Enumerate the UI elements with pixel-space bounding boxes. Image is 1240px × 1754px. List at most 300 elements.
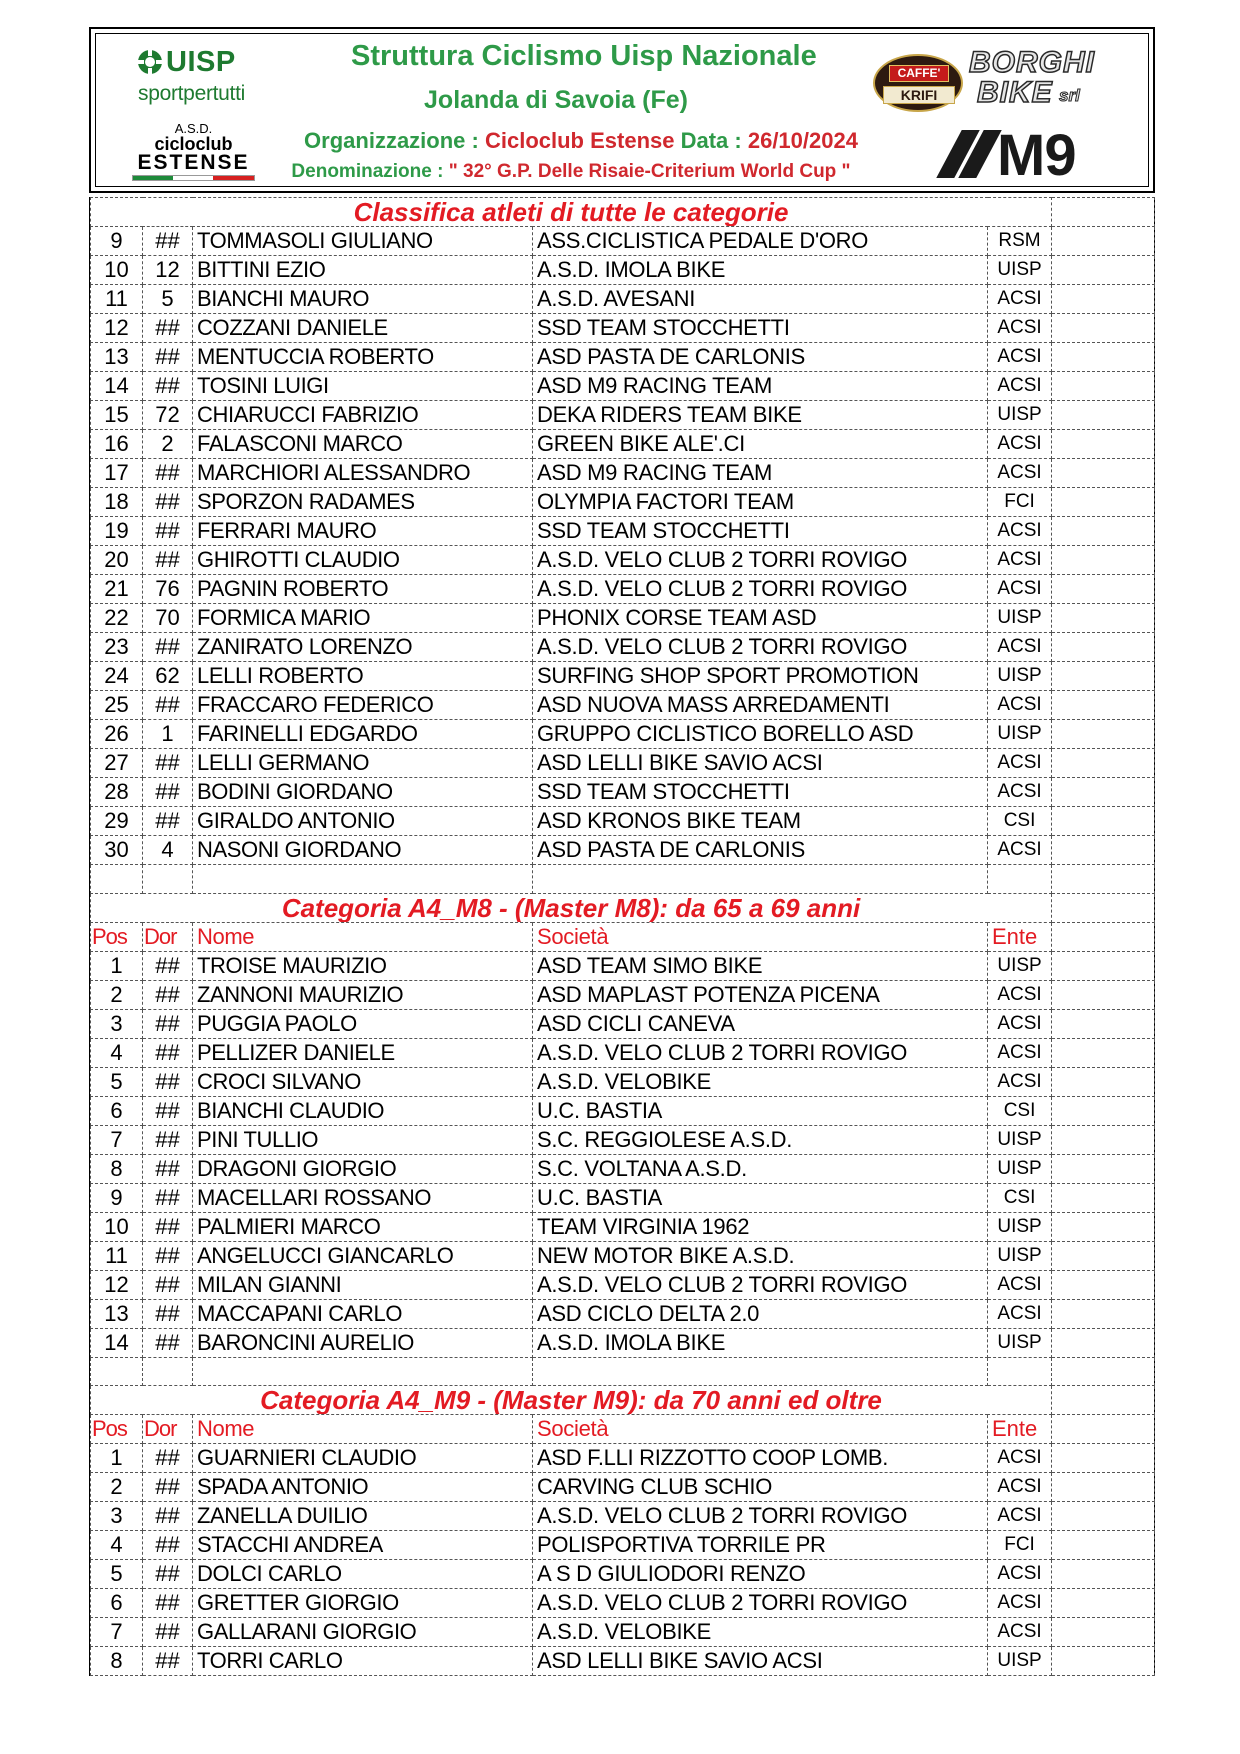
spacer-cell xyxy=(1052,1357,1155,1386)
cell-societa: OLYMPIA FACTORI TEAM xyxy=(533,488,988,517)
column-header-nome: Nome xyxy=(193,1415,533,1444)
empty-cell xyxy=(193,1357,533,1386)
cell-dor: ## xyxy=(143,488,193,517)
org-value: Cicloclub Estense xyxy=(484,128,675,153)
cell-ente: ACSI xyxy=(988,372,1052,401)
cell-dor: ## xyxy=(143,227,193,256)
cell-ente: ACSI xyxy=(988,778,1052,807)
cell-ente: ACSI xyxy=(988,836,1052,865)
cell-dor: ## xyxy=(143,980,193,1009)
cell-societa: GREEN BIKE ALE'.CI xyxy=(533,430,988,459)
cell-ente: ACSI xyxy=(988,749,1052,778)
cell-ente: ACSI xyxy=(988,285,1052,314)
cell-pos: 28 xyxy=(91,778,143,807)
cell-ente: UISP xyxy=(988,951,1052,980)
table-row xyxy=(91,720,1155,749)
table-row xyxy=(91,604,1155,633)
cell-dor: ## xyxy=(143,372,193,401)
cell-societa: A S D GIULIODORI RENZO xyxy=(533,1560,988,1589)
cell-ente: ACSI xyxy=(988,691,1052,720)
cell-pos: 2 xyxy=(91,980,143,1009)
cell-dor: ## xyxy=(143,691,193,720)
spacer-cell xyxy=(1052,1009,1155,1038)
table-row xyxy=(91,1589,1155,1618)
spacer-cell xyxy=(1052,1038,1155,1067)
srl-text: srl xyxy=(1059,86,1080,105)
cell-societa: ASD CICLI CANEVA xyxy=(533,1009,988,1038)
cell-ente: ACSI xyxy=(988,1067,1052,1096)
cell-nome: MACCAPANI CARLO xyxy=(193,1299,533,1328)
m9-text: M9 xyxy=(997,123,1076,188)
cell-ente: ACSI xyxy=(988,343,1052,372)
cell-ente: ACSI xyxy=(988,430,1052,459)
spacer-cell xyxy=(1052,459,1155,488)
table-row xyxy=(91,1038,1155,1067)
spacer-cell xyxy=(1052,430,1155,459)
cell-societa: DEKA RIDERS TEAM BIKE xyxy=(533,401,988,430)
table-row xyxy=(91,488,1155,517)
cell-pos: 6 xyxy=(91,1096,143,1125)
spacer-cell xyxy=(1052,343,1155,372)
cell-nome: NASONI GIORDANO xyxy=(193,836,533,865)
cell-dor: 1 xyxy=(143,720,193,749)
cell-pos: 21 xyxy=(91,575,143,604)
cell-societa: U.C. BASTIA xyxy=(533,1183,988,1212)
spacer-cell xyxy=(1052,951,1155,980)
results-table xyxy=(90,197,1155,1676)
date-label: Data : xyxy=(674,128,748,153)
spacer-cell xyxy=(1052,1531,1155,1560)
empty-cell xyxy=(193,865,533,894)
cell-pos: 3 xyxy=(91,1009,143,1038)
blank-row xyxy=(91,1357,1155,1386)
table-row xyxy=(91,256,1155,285)
spacer-cell xyxy=(1052,1502,1155,1531)
table-row xyxy=(91,575,1155,604)
cell-nome: GALLARANI GIORGIO xyxy=(193,1618,533,1647)
cell-pos: 5 xyxy=(91,1560,143,1589)
cell-ente: UISP xyxy=(988,1154,1052,1183)
cell-societa: ASD LELLI BIKE SAVIO ACSI xyxy=(533,749,988,778)
cell-ente: ACSI xyxy=(988,517,1052,546)
cell-dor: ## xyxy=(143,1444,193,1473)
spacer-cell xyxy=(1052,980,1155,1009)
cell-pos: 2 xyxy=(91,1473,143,1502)
cell-societa: SSD TEAM STOCCHETTI xyxy=(533,517,988,546)
column-header-dor: Dor xyxy=(143,1415,193,1444)
cell-ente: ACSI xyxy=(988,633,1052,662)
cell-societa: TEAM VIRGINIA 1962 xyxy=(533,1212,988,1241)
cell-nome: ZANNONI MAURIZIO xyxy=(193,980,533,1009)
cell-dor: ## xyxy=(143,1502,193,1531)
cell-nome: TOSINI LUIGI xyxy=(193,372,533,401)
cell-societa: A.S.D. VELOBIKE xyxy=(533,1067,988,1096)
spacer-cell xyxy=(1052,604,1155,633)
cell-dor: ## xyxy=(143,951,193,980)
table-row xyxy=(91,1647,1155,1676)
estense-asd-text: A.S.D. xyxy=(174,121,213,136)
cell-nome: ANGELUCCI GIANCARLO xyxy=(193,1241,533,1270)
table-row xyxy=(91,836,1155,865)
spacer-cell xyxy=(1052,778,1155,807)
cell-nome: BODINI GIORDANO xyxy=(193,778,533,807)
page-title: Struttura Ciclismo Uisp Nazionale xyxy=(351,40,817,72)
cell-nome: ZANIRATO LORENZO xyxy=(193,633,533,662)
section-title: Classifica atleti di tutte le categorie xyxy=(91,198,1052,227)
table-row xyxy=(91,1154,1155,1183)
cell-pos: 1 xyxy=(91,1444,143,1473)
spacer-cell xyxy=(1052,1560,1155,1589)
cell-pos: 14 xyxy=(91,372,143,401)
m9-logo xyxy=(941,123,1111,188)
cell-nome: PAGNIN ROBERTO xyxy=(193,575,533,604)
cell-ente: UISP xyxy=(988,1328,1052,1357)
cell-societa: S.C. VOLTANA A.S.D. xyxy=(533,1154,988,1183)
cell-pos: 4 xyxy=(91,1038,143,1067)
cell-pos: 22 xyxy=(91,604,143,633)
cell-pos: 9 xyxy=(91,1183,143,1212)
cell-nome: CHIARUCCI FABRIZIO xyxy=(193,401,533,430)
cell-pos: 13 xyxy=(91,1299,143,1328)
cell-ente: ACSI xyxy=(988,1009,1052,1038)
table-row xyxy=(91,951,1155,980)
table-row xyxy=(91,1096,1155,1125)
empty-cell xyxy=(91,1357,143,1386)
table-row xyxy=(91,546,1155,575)
cell-ente: CSI xyxy=(988,807,1052,836)
cell-nome: FALASCONI MARCO xyxy=(193,430,533,459)
spacer-cell xyxy=(1052,1154,1155,1183)
table-row xyxy=(91,1328,1155,1357)
cell-dor: 5 xyxy=(143,285,193,314)
column-header-row xyxy=(91,922,1155,951)
cell-nome: BIANCHI MAURO xyxy=(193,285,533,314)
table-row xyxy=(91,459,1155,488)
cell-dor: ## xyxy=(143,1560,193,1589)
cell-societa: A.S.D. VELO CLUB 2 TORRI ROVIGO xyxy=(533,1502,988,1531)
cell-pos: 29 xyxy=(91,807,143,836)
spacer-cell xyxy=(1052,691,1155,720)
spacer-cell xyxy=(1052,1328,1155,1357)
cell-ente: ACSI xyxy=(988,1038,1052,1067)
table-row xyxy=(91,1009,1155,1038)
cell-pos: 20 xyxy=(91,546,143,575)
cell-pos: 3 xyxy=(91,1502,143,1531)
cell-societa: POLISPORTIVA TORRILE PR xyxy=(533,1531,988,1560)
spacer-cell xyxy=(1052,546,1155,575)
cell-pos: 6 xyxy=(91,1589,143,1618)
cell-dor: ## xyxy=(143,1299,193,1328)
table-row xyxy=(91,1212,1155,1241)
cell-nome: GHIROTTI CLAUDIO xyxy=(193,546,533,575)
cell-ente: ACSI xyxy=(988,1444,1052,1473)
empty-cell xyxy=(91,865,143,894)
table-row xyxy=(91,430,1155,459)
event-location: Jolanda di Savoia (Fe) xyxy=(424,86,688,114)
cell-pos: 14 xyxy=(91,1328,143,1357)
table-row xyxy=(91,372,1155,401)
empty-cell xyxy=(988,1357,1052,1386)
spacer-cell xyxy=(1052,256,1155,285)
cell-nome: BITTINI EZIO xyxy=(193,256,533,285)
cell-societa: A.S.D. VELO CLUB 2 TORRI ROVIGO xyxy=(533,575,988,604)
borghi-bike-logo xyxy=(969,46,1119,110)
cell-nome: TORRI CARLO xyxy=(193,1647,533,1676)
cell-ente: UISP xyxy=(988,1212,1052,1241)
cell-nome: LELLI GERMANO xyxy=(193,749,533,778)
cell-societa: SSD TEAM STOCCHETTI xyxy=(533,314,988,343)
cell-pos: 27 xyxy=(91,749,143,778)
cell-societa: A.S.D. IMOLA BIKE xyxy=(533,256,988,285)
krifi-text: KRIFI xyxy=(883,86,955,104)
date-value: 26/10/2024 xyxy=(747,128,858,153)
cell-nome: PALMIERI MARCO xyxy=(193,1212,533,1241)
cell-societa: ASD KRONOS BIKE TEAM xyxy=(533,807,988,836)
cell-ente: FCI xyxy=(988,1531,1052,1560)
table-row xyxy=(91,633,1155,662)
empty-cell xyxy=(143,865,193,894)
table-row xyxy=(91,691,1155,720)
italian-flag-stripe xyxy=(132,175,255,181)
cell-societa: ASD NUOVA MASS ARREDAMENTI xyxy=(533,691,988,720)
cell-pos: 26 xyxy=(91,720,143,749)
organization-line xyxy=(301,128,861,154)
cell-societa: ASS.CICLISTICA PEDALE D'ORO xyxy=(533,227,988,256)
cell-nome: MILAN GIANNI xyxy=(193,1270,533,1299)
cell-dor: ## xyxy=(143,749,193,778)
spacer-cell xyxy=(1052,1096,1155,1125)
spacer-cell xyxy=(1052,1444,1155,1473)
empty-cell xyxy=(533,1357,988,1386)
cell-nome: TROISE MAURIZIO xyxy=(193,951,533,980)
cell-dor: ## xyxy=(143,1473,193,1502)
cell-nome: FRACCARO FEDERICO xyxy=(193,691,533,720)
cell-nome: MARCHIORI ALESSANDRO xyxy=(193,459,533,488)
cell-ente: ACSI xyxy=(988,1502,1052,1531)
cell-nome: ZANELLA DUILIO xyxy=(193,1502,533,1531)
spacer-cell xyxy=(1052,633,1155,662)
cell-dor: ## xyxy=(143,807,193,836)
results-table-container xyxy=(89,197,1155,1676)
section-title-row xyxy=(91,198,1155,227)
cell-nome: PINI TULLIO xyxy=(193,1125,533,1154)
spacer-cell xyxy=(1052,1386,1155,1415)
spacer-cell xyxy=(1052,372,1155,401)
spacer-cell xyxy=(1052,1299,1155,1328)
column-header-pos: Pos xyxy=(91,922,143,951)
spacer-cell xyxy=(1052,922,1155,951)
table-row xyxy=(91,1299,1155,1328)
cell-nome: GUARNIERI CLAUDIO xyxy=(193,1444,533,1473)
cell-dor: ## xyxy=(143,1270,193,1299)
cell-societa: GRUPPO CICLISTICO BORELLO ASD xyxy=(533,720,988,749)
cell-pos: 12 xyxy=(91,314,143,343)
spacer-cell xyxy=(1052,517,1155,546)
cell-pos: 12 xyxy=(91,1270,143,1299)
table-row xyxy=(91,807,1155,836)
spacer-cell xyxy=(1052,1183,1155,1212)
uisp-logo xyxy=(136,46,276,116)
cell-dor: 4 xyxy=(143,836,193,865)
cell-ente: ACSI xyxy=(988,1560,1052,1589)
cell-dor: ## xyxy=(143,778,193,807)
column-header-nome: Nome xyxy=(193,922,533,951)
cell-ente: UISP xyxy=(988,401,1052,430)
cell-pos: 5 xyxy=(91,1067,143,1096)
column-header-row xyxy=(91,1415,1155,1444)
table-row xyxy=(91,1067,1155,1096)
cell-dor: ## xyxy=(143,1328,193,1357)
spacer-cell xyxy=(1052,1473,1155,1502)
cell-societa: NEW MOTOR BIKE A.S.D. xyxy=(533,1241,988,1270)
cell-pos: 7 xyxy=(91,1125,143,1154)
header-frame xyxy=(95,33,1149,187)
cell-dor: ## xyxy=(143,1183,193,1212)
cell-ente: ACSI xyxy=(988,980,1052,1009)
column-header-societa: Società xyxy=(533,922,988,951)
cell-ente: ACSI xyxy=(988,546,1052,575)
spacer-cell xyxy=(1052,807,1155,836)
cell-ente: UISP xyxy=(988,1647,1052,1676)
table-row xyxy=(91,1618,1155,1647)
cicloclub-estense-logo xyxy=(126,122,261,181)
cell-societa: S.C. REGGIOLESE A.S.D. xyxy=(533,1125,988,1154)
cell-pos: 15 xyxy=(91,401,143,430)
spacer-cell xyxy=(1052,893,1155,922)
section-title: Categoria A4_M9 - (Master M9): da 70 anni ed oltre xyxy=(91,1386,1052,1415)
cell-nome: GIRALDO ANTONIO xyxy=(193,807,533,836)
cell-nome: SPADA ANTONIO xyxy=(193,1473,533,1502)
cell-nome: FARINELLI EDGARDO xyxy=(193,720,533,749)
cell-pos: 30 xyxy=(91,836,143,865)
spacer-cell xyxy=(1052,1212,1155,1241)
cell-dor: ## xyxy=(143,1067,193,1096)
cell-societa: ASD PASTA DE CARLONIS xyxy=(533,343,988,372)
cell-ente: ACSI xyxy=(988,1618,1052,1647)
cell-nome: CROCI SILVANO xyxy=(193,1067,533,1096)
cell-ente: ACSI xyxy=(988,1589,1052,1618)
uisp-star-icon xyxy=(136,48,164,76)
cell-societa: A.S.D. VELO CLUB 2 TORRI ROVIGO xyxy=(533,546,988,575)
empty-cell xyxy=(533,865,988,894)
cell-nome: DOLCI CARLO xyxy=(193,1560,533,1589)
cell-ente: UISP xyxy=(988,662,1052,691)
cell-nome: BIANCHI CLAUDIO xyxy=(193,1096,533,1125)
spacer-cell xyxy=(1052,1270,1155,1299)
spacer-cell xyxy=(1052,1589,1155,1618)
cell-ente: ACSI xyxy=(988,575,1052,604)
cell-nome: DRAGONI GIORGIO xyxy=(193,1154,533,1183)
cell-dor: ## xyxy=(143,546,193,575)
table-row xyxy=(91,749,1155,778)
caffe-text: CAFFE' xyxy=(889,65,949,82)
cell-dor: 2 xyxy=(143,430,193,459)
cell-dor: ## xyxy=(143,459,193,488)
cell-dor: 76 xyxy=(143,575,193,604)
cell-nome: PUGGIA PAOLO xyxy=(193,1009,533,1038)
spacer-cell xyxy=(1052,836,1155,865)
table-row xyxy=(91,980,1155,1009)
cell-societa: ASD M9 RACING TEAM xyxy=(533,459,988,488)
section-title-row xyxy=(91,893,1155,922)
cell-societa: ASD TEAM SIMO BIKE xyxy=(533,951,988,980)
cell-societa: SSD TEAM STOCCHETTI xyxy=(533,778,988,807)
cell-societa: A.S.D. AVESANI xyxy=(533,285,988,314)
table-row xyxy=(91,285,1155,314)
cell-pos: 11 xyxy=(91,1241,143,1270)
cell-ente: ACSI xyxy=(988,1299,1052,1328)
cell-nome: BARONCINI AURELIO xyxy=(193,1328,533,1357)
cell-pos: 24 xyxy=(91,662,143,691)
spacer-cell xyxy=(1052,575,1155,604)
page-header xyxy=(89,27,1155,193)
cell-pos: 13 xyxy=(91,343,143,372)
spacer-cell xyxy=(1052,314,1155,343)
cell-pos: 10 xyxy=(91,256,143,285)
cell-pos: 1 xyxy=(91,951,143,980)
cell-dor: ## xyxy=(143,1009,193,1038)
column-header-pos: Pos xyxy=(91,1415,143,1444)
table-row xyxy=(91,1502,1155,1531)
cell-societa: U.C. BASTIA xyxy=(533,1096,988,1125)
cell-societa: ASD PASTA DE CARLONIS xyxy=(533,836,988,865)
cell-dor: ## xyxy=(143,517,193,546)
table-row xyxy=(91,1531,1155,1560)
cell-dor: ## xyxy=(143,633,193,662)
cell-ente: RSM xyxy=(988,227,1052,256)
spacer-cell xyxy=(1052,865,1155,894)
cell-ente: UISP xyxy=(988,604,1052,633)
cell-dor: ## xyxy=(143,1212,193,1241)
results-body xyxy=(91,198,1155,1676)
table-row xyxy=(91,401,1155,430)
uisp-tagline: sportpertutti xyxy=(138,82,245,105)
cell-societa: A.S.D. VELO CLUB 2 TORRI ROVIGO xyxy=(533,633,988,662)
spacer-cell xyxy=(1052,401,1155,430)
cell-societa: ASD CICLO DELTA 2.0 xyxy=(533,1299,988,1328)
caffe-krifi-logo xyxy=(873,54,963,112)
uisp-wordmark: UISP xyxy=(166,46,236,78)
table-row xyxy=(91,343,1155,372)
empty-cell xyxy=(988,865,1052,894)
section-title: Categoria A4_M8 - (Master M8): da 65 a 69 anni xyxy=(91,893,1052,922)
spacer-cell xyxy=(1052,488,1155,517)
cell-dor: ## xyxy=(143,1618,193,1647)
cell-dor: 12 xyxy=(143,256,193,285)
cell-pos: 18 xyxy=(91,488,143,517)
estense-name-text: ESTENSE xyxy=(137,151,250,174)
spacer-cell xyxy=(1052,1647,1155,1676)
cell-pos: 10 xyxy=(91,1212,143,1241)
den-label: Denominazione : xyxy=(291,161,449,182)
cell-pos: 11 xyxy=(91,285,143,314)
cell-ente: UISP xyxy=(988,1125,1052,1154)
cell-nome: FORMICA MARIO xyxy=(193,604,533,633)
cell-societa: SURFING SHOP SPORT PROMOTION xyxy=(533,662,988,691)
cell-societa: A.S.D. VELO CLUB 2 TORRI ROVIGO xyxy=(533,1038,988,1067)
cell-pos: 23 xyxy=(91,633,143,662)
cell-nome: GRETTER GIORGIO xyxy=(193,1589,533,1618)
spacer-cell xyxy=(1052,662,1155,691)
cell-dor: ## xyxy=(143,314,193,343)
table-row xyxy=(91,314,1155,343)
spacer-cell xyxy=(1052,285,1155,314)
table-row xyxy=(91,517,1155,546)
table-row xyxy=(91,1473,1155,1502)
table-row xyxy=(91,778,1155,807)
cell-dor: 62 xyxy=(143,662,193,691)
cell-societa: ASD LELLI BIKE SAVIO ACSI xyxy=(533,1647,988,1676)
